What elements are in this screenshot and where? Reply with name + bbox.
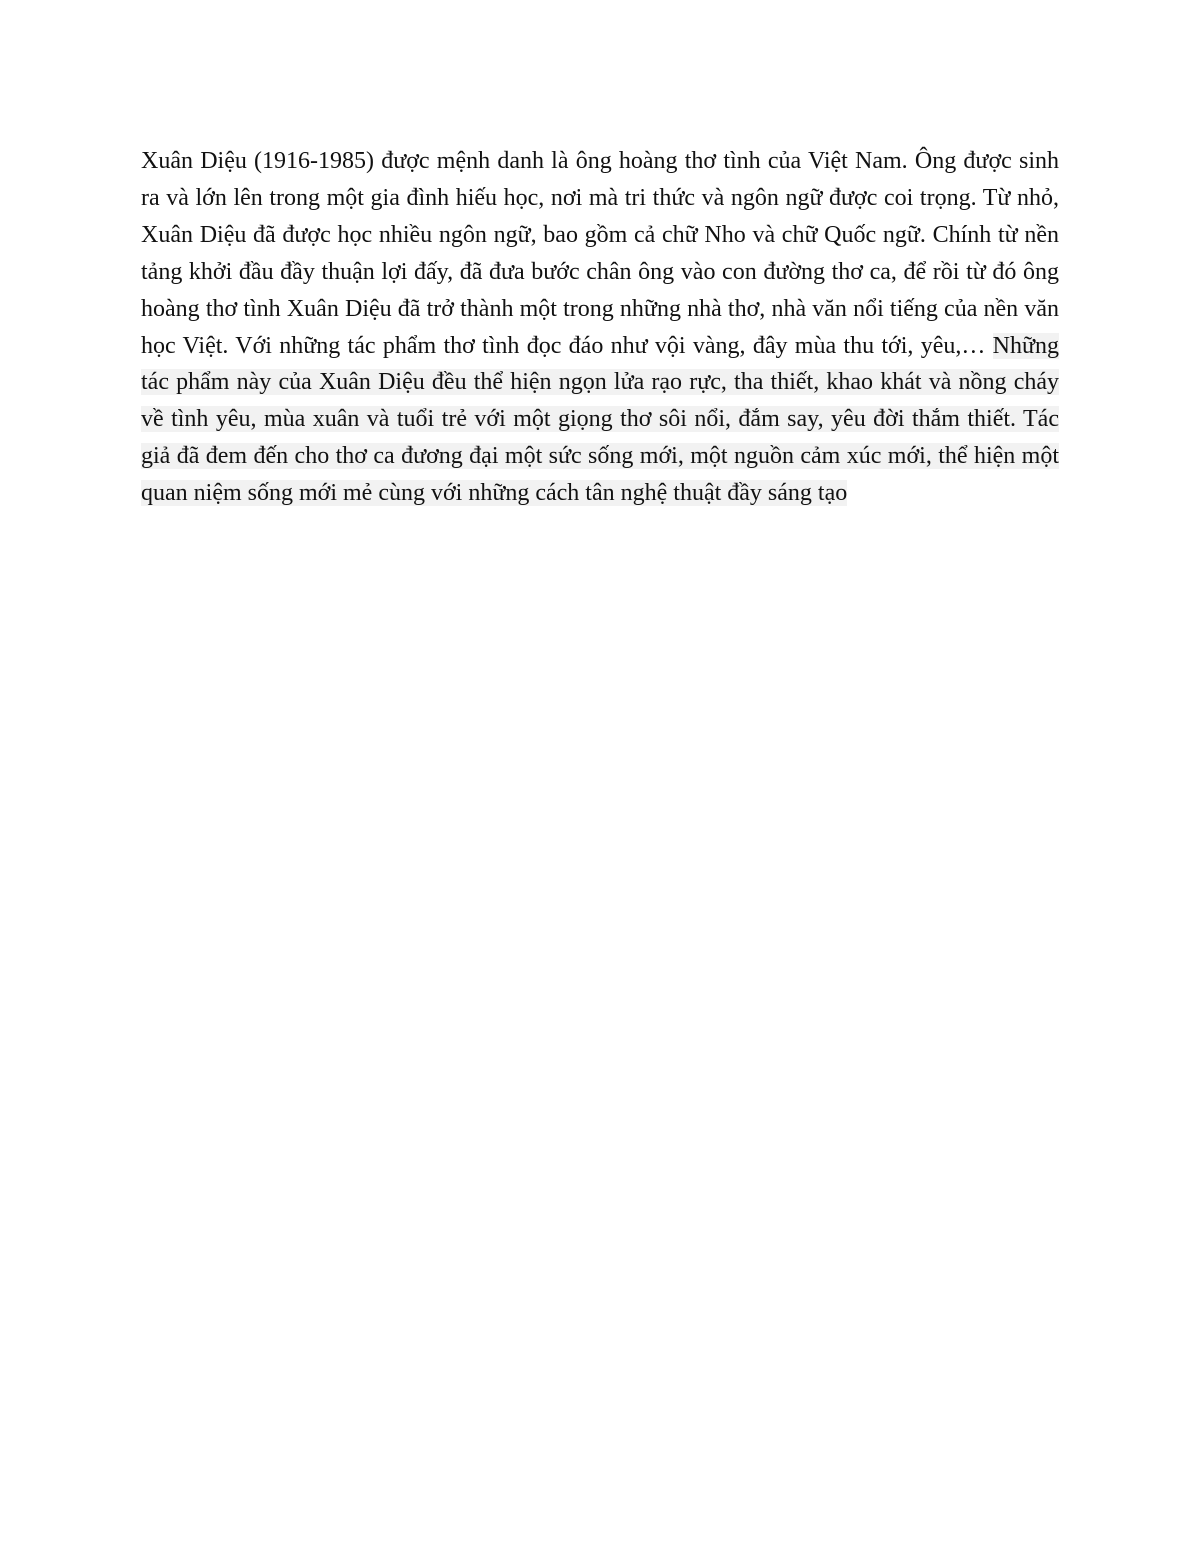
paragraph-highlighted-text: Những tác phẩm này của Xuân Diệu đều thể hiện ngọn lửa rạo rực, tha thiết, khao khát và nồng cháy về tình yêu, mùa xuân và tuổi trẻ với một giọng thơ sôi nổi, đắm say, yêu đời thắm thiết. Tác giả đã đem đến cho thơ ca đương đại một sức sống mới, một nguồn cảm xúc mới, thể hiện một quan niệm sống mới mẻ cùng với những cách tân nghệ thuật đầy sáng tạo: [141, 332, 1059, 507]
body-paragraph: [141, 143, 1059, 512]
paragraph-plain-text: Xuân Diệu (1916-1985) được mệnh danh là ông hoàng thơ tình của Việt Nam. Ông được sinh ra và lớn lên trong một gia đình hiếu học, nơi mà tri thức và ngôn ngữ được coi trọng. Từ nhỏ, Xuân Diệu đã được học nhiều ngôn ngữ, bao gồm cả chữ Nho và chữ Quốc ngữ. Chính từ nền tảng khởi đầu đầy thuận lợi đấy, đã đưa bước chân ông vào con đường thơ ca, để rồi từ đó ông hoàng thơ tình Xuân Diệu đã trở thành một trong những nhà thơ, nhà văn nổi tiếng của nền văn học Việt. Với những tác phẩm thơ tình đọc đáo như vội vàng, đây mùa thu tới, yêu,…: [141, 148, 1059, 359]
